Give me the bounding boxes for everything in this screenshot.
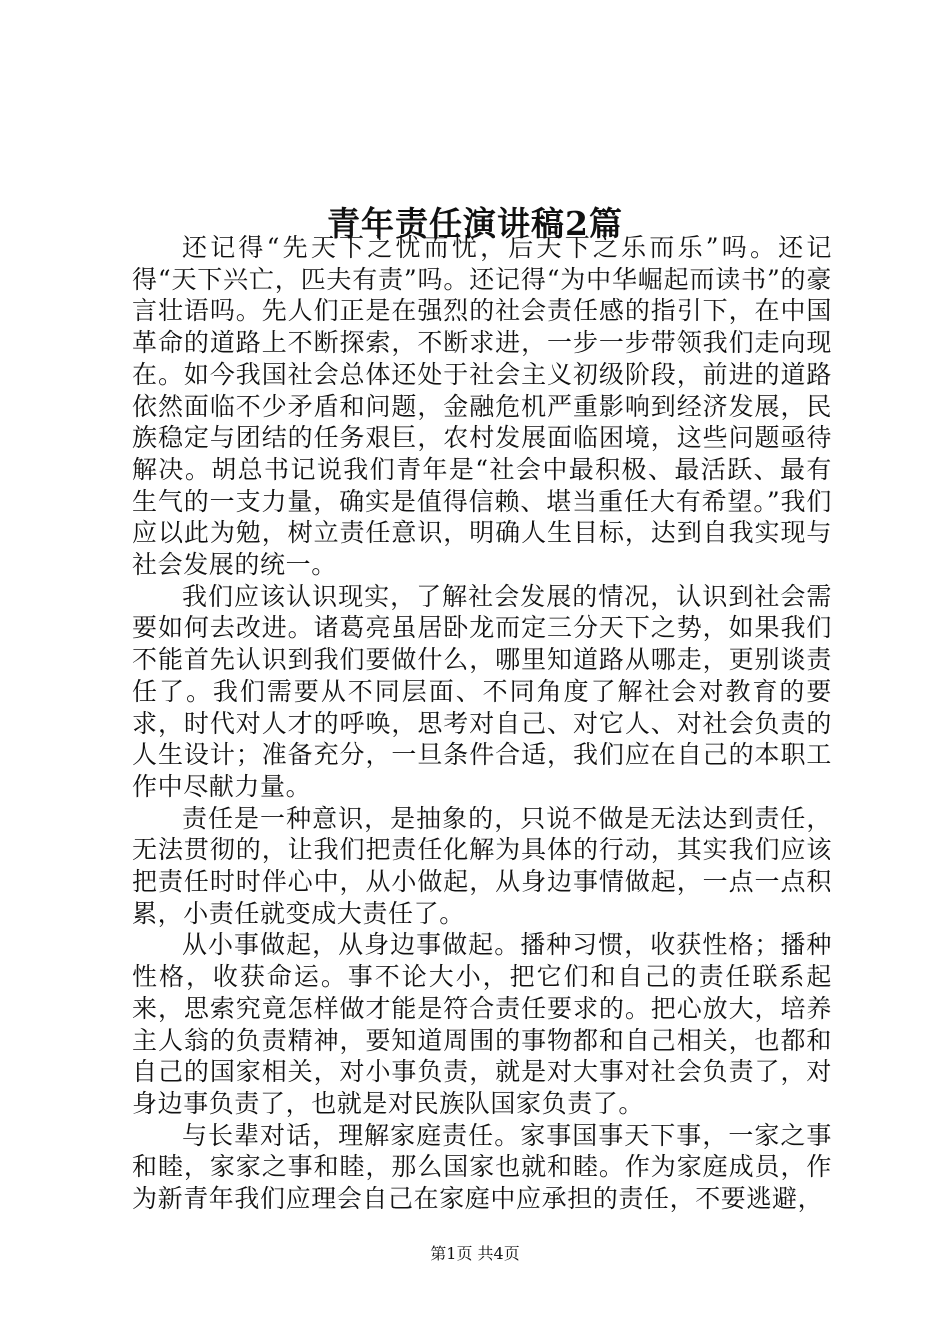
paragraph-3: 责任是一种意识，是抽象的，只说不做是无法达到责任，无法贯彻的，让我们把责任化解为具体的行动，其实我们应该把责任时时伴心中，从小做起，从身边事情做起，一点一点积累，小责任就变成大责任了。	[132, 803, 832, 928]
paragraph-1: 还记得“先天下之忧而忧，后天下之乐而乐”吗。还记得“天下兴亡，匹夫有责”吗。还记得“为中华崛起而读书”的豪言壮语吗。先人们正是在强烈的社会责任感的指引下，在中国革命的道路上不断探索，不断求进，一步一步带领我们走向现在。如今我国社会总体还处于社会主义初级阶段，前进的道路依然面临不少矛盾和问题，金融危机严重影响到经济发展，民族稳定与团结的任务艰巨，农村发展面临困境，这些问题亟待解决。胡总书记说我们青年是“社会中最积极、最活跃、最有生气的一支力量，确实是值得信赖、堪当重任大有希望。”我们应以此为勉，树立责任意识，明确人生目标，达到自我实现与社会发展的统一。	[132, 233, 832, 580]
paragraph-2: 我们应该认识现实，了解社会发展的情况，认识到社会需要如何去改进。诸葛亮虽居卧龙而定三分天下之势，如果我们不能首先认识到我们要做什么，哪里知道路从哪走，更别谈责任了。我们需要从不同层面、不同角度了解社会对教育的要求，时代对人才的呼唤，思考对自己、对它人、对社会负责的人生设计；准备充分，一旦条件合适，我们应在自己的本职工作中尽献力量。	[132, 581, 832, 801]
paragraph-5: 与长辈对话，理解家庭责任。家事国事天下事，一家之事和睦，家家之事和睦，那么国家也就和睦。作为家庭成员，作为新青年我们应理会自己在家庭中应承担的责任，不要逃避，	[132, 1120, 832, 1214]
document-body	[132, 232, 832, 1215]
page-title: 青年责任演讲稿2篇	[327, 204, 623, 244]
page-number-footer: 第1页 共4页	[430, 1244, 520, 1263]
paragraph-4: 从小事做起，从身边事做起。播种习惯，收获性格；播种性格，收获命运。事不论大小，把它们和自己的责任联系起来，思索究竟怎样做才能是符合责任要求的。把心放大，培养主人翁的负责精神，要知道周围的事物都和自己相关，也都和自己的国家相关，对小事负责，就是对大事对社会负责了，对身边事负责了，也就是对民族队国家负责了。	[132, 930, 832, 1118]
